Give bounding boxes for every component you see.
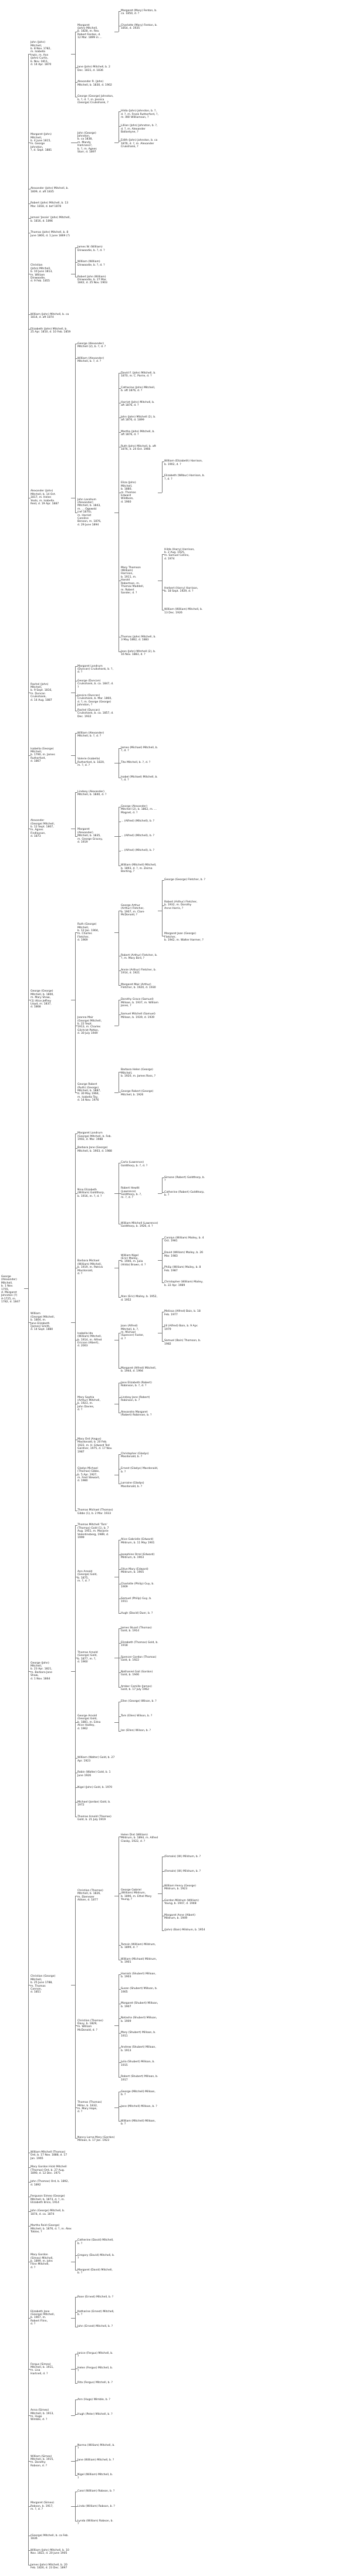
bracket-line: [75, 2492, 76, 2521]
person-node: Norma (William) Mitchell, b. ?: [77, 2443, 115, 2451]
person-node: Robert John (William) Dinwoodie, b. 27 Mar. 1842, d. 25 Nov. 1903: [77, 275, 107, 285]
person-node: Hamish (Shubert) Milloan, b. 1903: [121, 1973, 156, 1979]
person-node: Lindsey (Alexander) Mitchell, b. 1840, d. ?: [77, 790, 107, 797]
person-node: Alexander R. (John) Mitchell, b. 1830, d. 1902: [77, 80, 112, 87]
person-node: John Landrum (Alexander) Mitchell, b. 1843, m. ... Ogowski (ref 1870), m. Harriet Caroline Benson, m. 1876, d. 29 June 1894: [77, 498, 102, 527]
person-node: Thomas Arnold (George) Gold, b. 1877, m. ?, d. 1960: [77, 1651, 98, 1664]
connector-line: [158, 1193, 162, 1194]
connector-line: [71, 1322, 75, 1323]
person-node: George Robert (Ruth) (George) Mitchell, b. 1887, d. 30 May 1964, m. Isabella Toy, d. 14 Nov. 1976: [77, 1083, 101, 1102]
bracket-line: [28, 54, 29, 2565]
person-node: Christopher (William) Mailey, b. 22 Apr. 1989: [164, 1281, 204, 1287]
bracket-line: [75, 733, 76, 762]
person-node: ... (Alfred) (Mitchell), b. ?: [121, 834, 155, 838]
person-node: Martha (John) Mitchell, b. aft 1876, d. ?: [121, 430, 155, 437]
person-node: Margaret Landrum (George) Mitchell, b. Feb. 1902, d. Mar. 1988: [77, 1132, 111, 1142]
person-node: Gregory (David) Mitchell, b. ?: [77, 2253, 115, 2260]
person-node: George Gabriel (William) Mildrum, b. 1896, m. Ethel Mary Young, ?: [121, 1888, 152, 1902]
person-node: Alice Gabrielle (Edward) Mildrum, b. 11 May 1901: [121, 1538, 155, 1545]
person-node: Barbara Jane (George) Mitchell, b. 1903, d. 1988: [77, 1146, 112, 1153]
bracket-line: [162, 1238, 163, 1282]
person-node: George (George) Mitchell, b. 1800, m. Mary Shaw, (1) Alice Jeffrey Lloyd, m. 1837, d. 1868: [31, 990, 54, 1009]
bracket-line: [75, 2354, 76, 2383]
person-node: Mary Ord (Angus) Macdonald, b. 20 Feb. 1922, m. H. Edward Ted Gardner, 1975, d. 17 Nov. 1987: [77, 1437, 113, 1454]
person-node: Robert Hewitt (Lawrence) Goldthorp, b. ?, m. ?, d. ?: [121, 1187, 142, 1200]
connector-line: [158, 1260, 162, 1261]
bracket-line: [75, 32, 76, 97]
person-node: Thomas Arnold (Thomas) Gold, b. 21 July 1919: [77, 1815, 111, 1822]
connector-line: [71, 2318, 75, 2319]
person-node: Carol (William) Robson, b. ?: [77, 2490, 115, 2493]
person-node: Hilda (John) Johnston, b. ?, d. ?, m. Frank Rutherford, ?, m. Will Williamson, ?: [121, 110, 158, 120]
person-node: George (Mitchell) Milloan, b. ?: [121, 2090, 155, 2096]
person-node: Rachel (John) Mitchell, b. 9 Sept. 1816, m. Duncan Cruikshank, d. 14 Aug. 1887: [31, 683, 52, 702]
person-node: Rose (Ernest) Mitchell, b. ?: [77, 2295, 114, 2299]
person-node: Margaret (Simeo) Robson, b. 1917, m. ?, d. ?: [31, 2502, 55, 2511]
person-node: Elizabeth (Wilbur) Harrison, b. ?, d. ?: [164, 474, 205, 481]
person-node: Barbara Helen (George) Mitchell, b. 1920, m. James Ross, ?: [121, 1068, 156, 1078]
person-node: Christian (Thomas) Mitchell, b. 1826, m. Ebenezer Aitken, d. 1877: [77, 1889, 103, 1902]
person-node: Ferguson Simeo (George) Mitchell, b. 1873, d. ?, m. Elizabeth Brice, 1914: [31, 2195, 65, 2205]
person-node: Ian (Ellen) Wilson, b. ?: [121, 1729, 151, 1733]
person-node: Tom (Ellen) Wilson, b. ?: [121, 1715, 153, 1718]
person-node: George Arthur (Arthur) Fletcher, b. 1907, m. Clare McDonald, ?: [121, 904, 144, 917]
person-node: Philip (William) Mailey, b. 8 Feb. 1987: [164, 1266, 201, 1272]
person-node: George Robert (George) Mitchell, b. 1926: [121, 1090, 154, 1097]
person-node: James W. (William) Dinwoodie, b. ?, d. ?: [77, 246, 105, 252]
person-node: William (Alexander) Mitchell, b. ?, d. ?: [77, 731, 104, 738]
person-node: William (William) Dinwoodie, b. ?, d. ?: [77, 260, 105, 267]
person-node: Ellen (George) Wilson, b. ?: [121, 1700, 157, 1703]
connector-line: [71, 2506, 75, 2507]
person-node: Harriet (John) Mitchell, b. aft 1876, d. ?: [121, 401, 155, 408]
person-node: Catherine (Robert) Goldthorp, b. ?: [164, 1190, 205, 1197]
connector-line: [71, 2415, 75, 2416]
person-node: Alexandra Margaret (Robert) Robinson, b. ?: [121, 1410, 152, 1417]
person-node: William (George) Mitchell, b. 1804, m. Jane Elizabeth (James) Smith, d. 14 Sept. 1880: [31, 1312, 55, 1332]
person-node: Jessica (Duncan) Cruikshank, b. Mar. 1860, d. ?, m. George (George) Johnston, ?: [77, 694, 112, 707]
person-node: John (John) Mitchell (2), b. aft 1876, d. 1899: [121, 415, 156, 422]
person-node: Joan (Alfred) Mitchell, b. ?, m. Michael (Spencer) Foster, d. ?: [121, 1325, 144, 1340]
person-node: Charlotte (Mary) Fenton, b. 1854, d. 1935: [121, 23, 158, 30]
person-node: Lorraine (Gladys) Macdonald, b. ?: [121, 1482, 144, 1488]
person-node: Robert (John) Mitchell, b. 13 Mar. 1818, d. bef 1878: [31, 202, 69, 208]
person-node: Carolyn (William) Mailey, b. 4 Oct. 1981: [164, 1237, 204, 1243]
person-node: Michael (Jordan) Gold, b. 1972: [77, 1800, 111, 1807]
person-node: Gordon Mildrum (William) Young, b. 1947, d. 1948: [164, 1899, 199, 1906]
person-node: Margaret Anne (Albert) Mildrum, b. 1949: [164, 1913, 195, 1920]
person-node: William (Mitchell) Mitchell, b. 1893, d. ?, m. Zeima Banting, ?: [121, 864, 157, 874]
person-node: David (William) Mailey, b. 26 Mar. 1983: [164, 1251, 204, 1258]
person-node: Martha Reid (George) Mitchell, b. 1876, d. ?, m. Alex Tobias, ?: [31, 2224, 72, 2234]
person-node: Alexander (John) Mitchell, b. 1809, d. aft 1835: [31, 187, 69, 194]
person-node: Elizabeth (John) Mitchell, b. 25 Apr. 1810, d. 10 Feb. 1859: [31, 327, 71, 334]
person-node: Nathaniel Gail (Gordon) Gold, b. 1946: [121, 1671, 153, 1677]
person-node: Margaret (Mary) Fenton, b. ca. 1850, d. ?: [121, 9, 157, 16]
person-node: Thomas Mitchell 'Tom' (Thomas) Gold (1), b. 7 Aug. 1951, m. Marjorie Valentinsberg, 1989, d. 1999: [77, 1523, 109, 1540]
person-node: Valerie (Isabella) Rutherford, b. 1820, m. ?, d. ?: [77, 758, 105, 768]
person-node: Carla (Lawrence) Goldthorp, b. ?, d. ?: [121, 1161, 148, 1167]
person-node: Hugh (Peter) Mitchell, b. ?: [77, 2412, 113, 2416]
person-node: Elizabeth Jane (George) Mitchell, b. 1907, m. Robert Flinn, d. ?: [31, 2310, 55, 2326]
person-node: George (George) Fletcher, b. ?: [164, 878, 205, 882]
person-node: Spencer Gordon (Thomas) Gold, b. 1922: [121, 1655, 157, 1662]
connector-line: [71, 755, 75, 756]
person-node: Isabel (Michael) Mitchell, b. ?, d. ?: [121, 775, 158, 782]
bracket-line: [75, 666, 76, 710]
person-node: Melissa (Alfred) Bain, b. 18 Feb. 1977: [164, 1310, 201, 1316]
person-node: John (Ernest) Mitchell, b. ?: [77, 2324, 113, 2328]
person-node: Ann Arnold (George) Gold, b. 1875, m. ?, d. ?: [77, 1570, 97, 1583]
person-node: Tito Mitchell, b. ?, d. ?: [121, 761, 151, 764]
person-node: William Nigel (Eric) Mailey, b. 1946, m. Julia (Hilda) Brown, d. ?: [121, 1254, 146, 1267]
person-node: John (George) Mitchell, b. 1874, d. ca. 1874: [31, 2210, 65, 2216]
person-node: Dorothy Grace (Samuel) Milloan, b. 1937, m. William Jones, ?: [121, 998, 158, 1007]
person-node: Natasha (Shubert) Milloan, b. 1909: [121, 2017, 157, 2023]
person-node: (George) Mitchell, b. ca Feb. 1836: [31, 2534, 69, 2541]
person-node: Samuel (Bain) Thomson, b. 1982: [164, 1339, 201, 1346]
person-node: Mary Thomson (William) Harrison, b. 1911, m. Harold Robertson, m. Thomas Maddell, m. Robert Sander, d. ?: [121, 566, 144, 595]
person-node: Jane (John) Mitchell, b. 2 Dec. 1831, d. 1836: [77, 66, 110, 72]
person-node: (John) (Bain) Mildrum, b. 1954: [164, 1928, 205, 1932]
person-node: Margaret (Shubert) Milloan, b. 1907: [121, 2002, 158, 2008]
person-node: Eliza (John) Mitchell, b. 1880, m. Thomas Edward Wildbore, d. 1960: [121, 481, 136, 504]
person-node: Mary Sophia (Arthur) Mitchell, b. 1923, m. John Davies, d. ?: [77, 1396, 100, 1412]
bracket-line: [75, 344, 76, 513]
person-node: Rachel (Duncan) Cruikshank, b. ca. 1857, d. Dec. 1932: [77, 708, 114, 718]
person-node: Lindsay Jane (Robert) Robinson, b. ?: [121, 1396, 150, 1403]
person-node: Helen (Fergus) Mitchell, b. ?: [77, 2367, 113, 2373]
bracket-line: [75, 142, 76, 143]
person-node: John (Thomas) Ord, b. 1892, d. 1892: [31, 2180, 69, 2187]
person-node: Linda (William) Robson, b. ?: [77, 2504, 115, 2508]
person-node: Alexander (John) Mitchell, b. 14 Oct. 1817, m. Helen Yeats, m. Isabella Reid, d. 19 Apr. 1887: [31, 490, 59, 505]
person-node: Olive Mary (Edward) Mildrum, b. 1905: [121, 1567, 148, 1574]
person-node: Jemsel 'Jessie' (John) Mitchell, b. 1816, d. 1896: [31, 216, 71, 223]
person-node: George (George) Johnston, b. ?, d. ?, m. Jessica (George) Cruikshank, ?: [77, 95, 114, 105]
person-node: Annie (Arthur) Fletcher, b. 1914, d. 1921: [121, 969, 157, 975]
person-node: Tamsin (William) Mildrum, b. 1899, d. ?: [121, 1943, 156, 1950]
person-node: William (Simeo) Mitchell, b. 1915, m. Dorothy Robson, d. ?: [31, 2455, 54, 2468]
person-node: ... (Alfred) (Mitchell), b. ?: [121, 820, 155, 823]
person-node: Thomas (John) Mitchell, b. 8 June 1800, d. 1 June 1869 (?): [31, 231, 70, 237]
bracket-line: [162, 554, 163, 610]
person-node: Margaret Mair (Arthur) Fletcher, b. 1920, d. 1930: [121, 983, 156, 990]
person-node: Herbert (Harry) Harrison, b. 18 Sept. 1929, d. ?: [164, 586, 198, 593]
person-node: William (Walter) Gold, b. 27 Apr. 1923: [77, 1756, 115, 1763]
person-node: Robert (Shubert) Milloan, b. 1917: [121, 2075, 158, 2082]
connector-line: [158, 1893, 162, 1894]
connector-line: [114, 1722, 119, 1723]
person-node: ... (Alfred) (Mitchell), b. ?: [121, 849, 155, 853]
person-node: Julia (Shubert) Milloan, b. 1915: [121, 2061, 155, 2067]
connector-line: [114, 836, 119, 837]
person-node: Alexander (George) Mitchell, b. 12 Sept. 1807, m. Agnes Findlayson, d. 1873: [31, 819, 55, 839]
person-node: Samuel Mitchell (Samuel) Milloan, b. 1939, d. 1939: [121, 1013, 155, 1019]
bracket-line: [162, 880, 163, 936]
person-node: Robin (Walter) Gold, b. 1 June 1926: [77, 1771, 111, 1777]
person-node: Barbara Michael (William) Mitchell, b. 1919, m. Patrick Macdonald, d. ?: [77, 1260, 103, 1275]
person-node: William (Elizabeth) Harrison, b. 1902, d. ?: [164, 460, 203, 466]
connector-line: [71, 54, 75, 55]
person-node: Robert (Arthur) Fletcher, b. 1932, m. Dorothy Anne Harris, ?: [164, 900, 198, 910]
person-node: Christian (John) Mitchell, b. 10 June 1813, m. William Dinwoodie, d. 9 Feb. 1855: [31, 264, 53, 283]
person-node: Helen Dixt (William) Mildrum, b. 1894, m. Alfred Clasby, 1922, d. ?: [121, 1833, 158, 1843]
bracket-line: [75, 1133, 76, 1511]
bracket-line: [75, 247, 76, 277]
person-node: Margaret Joan (George) Fletcher, b. 1942, m. Walter Harmer, ?: [164, 932, 204, 942]
bracket-line: [75, 932, 76, 1092]
connector-line: [71, 1671, 75, 1672]
person-node: Lynda (William) Robson, b. ?: [77, 2519, 113, 2526]
person-node: Nigel (William) Mitchell, b. ?: [77, 2473, 113, 2480]
person-node: (Female) (W.) Mildrum, b. ?: [164, 1855, 201, 1858]
person-node: Janice (Fergus) Mitchell, b. ?: [77, 2352, 113, 2358]
person-node: William (Michael) Mildrum, b. 1901: [121, 1958, 157, 1964]
connector-line: [71, 2369, 75, 2370]
person-node: William Mitchell (Lawrence) Goldthorp, b. 1926, d. ?: [121, 1221, 158, 1228]
person-node: Catharine (John) Mitchell, b. aft 1876, d. ?: [121, 386, 155, 393]
bracket-line: [75, 2399, 76, 2415]
person-node: Catherine (David) Mitchell, b. ?: [77, 2239, 114, 2245]
bracket-line: [75, 1525, 76, 1817]
person-node: Margaret (Alexander) Mitchell, b. 1835, m. George Gracey, d. 1919: [77, 828, 103, 844]
person-node: Fergus (Simeo) Mitchell, b. 1911, m. Lisa Hartnell, d. ?: [31, 2363, 54, 2375]
person-node: Isabella Ida (William) Mitchell, b. 1914, m. Alfred Ericson (Albert), d. 2003: [77, 1332, 102, 1348]
bracket-line: [75, 2241, 76, 2270]
person-node: Robert (Arthur) Fletcher, b. ?, m. Mary Bird, ?: [121, 953, 158, 961]
connector-line: [71, 2461, 75, 2462]
person-node: Amber Camille (James) Gold, b. 17 July 1962: [121, 1685, 152, 1692]
person-node: Jane Elizabeth (Robert) Robinson, b. ?, d. ?: [121, 1381, 152, 1388]
person-node: Alan (Eric) Mailey, b. 1952, d. 1952: [121, 1295, 158, 1302]
connector-line: [114, 2107, 119, 2108]
person-node: William (Mitchell) Milloan, b. ?: [121, 2119, 155, 2126]
person-node: William (John) Mitchell, b. 10 Nov. 1822, d. 20 June 1905: [31, 2548, 69, 2555]
bracket-line: [162, 461, 163, 493]
person-node: George (Alexander) Mitchell (2), b. ?, d. ?: [77, 342, 106, 349]
person-node: Joanna Mair (George) Mitchell, b. 22 Sept. 1913, m. Charles Gilchrist Patton, d. 30 July 1949: [77, 1016, 102, 1036]
person-node: Rita (Fergus) Mitchell, b. ?: [77, 2381, 113, 2385]
bracket-line: [75, 2446, 76, 2475]
person-node: Margaret (Alfred) Mitchell, b. 1944, d. 1994: [121, 1366, 157, 1373]
person-node: James (Michael) Mitchell, b. ?, d. ?: [121, 746, 158, 753]
person-node: Lillian (John) Johnston, b. ?, d. ?, m. Alexander Ballantyne, ?: [121, 124, 158, 134]
person-node: John (John) Mitchell, b. 8 Nov. 1782, m. Isabella Irwin, m. Ann (John) Curtis, b. Nov. 1811, d. 14 Apr. 1870: [31, 41, 52, 66]
person-node: Ruth (George) Mitchell, b. 12 Jan. 1904, m. Charles Fletcher, d. 1969: [77, 923, 99, 942]
bracket-line: [75, 1896, 76, 2138]
person-node: Hilda (Harry) Harrison, b. 2 Aug. 1925, m. Samuel Collins, d. 1974: [164, 548, 195, 561]
person-node: William (William) Mitchell, b. 13 Dec. 1926: [164, 608, 203, 615]
person-node: Gladys Michael (Thomas) Gibbs, b. 5 Apr. 1927, m. Fred Stewart, d. 1980: [77, 1467, 100, 1483]
person-node: Susan (Shubert) Milloan, b. 1905: [121, 1987, 158, 1994]
person-node: Thomas Michael (Thomas) Gibbs (1), b. 2 Mar. 1933: [77, 1509, 113, 1515]
connector-line: [71, 142, 75, 143]
person-node: Christopher (Gladys) Macdonald, b. ?: [121, 1452, 149, 1459]
person-node: Thomas (Thomas) Millar, b. 1832, m. Mary Hope, d. ?: [77, 2101, 102, 2114]
connector-line: [71, 1985, 75, 1986]
person-node: William Mitchell (Thomas) Ord, b. 17 Nov. 1888, d. 17 Jan. 1965: [31, 2151, 67, 2160]
person-node: Margaret (John) Mitchell, b. 4 June 1815, m. George Johnston, ?, d. Sept. 1881: [31, 133, 52, 152]
root-person: George (Alexander) Mitchell, b. 1 Nov. 1755, d. Margaret Johnston (?) A-1725, m. 1782, d. 1847: [1, 1275, 21, 1304]
person-node: Nancy Lorna Mary (Gordon) Milloan, b. 17 Jan. 1923: [77, 2136, 115, 2143]
person-node: Isabella (George) Mitchell, b. 1790, m. James Rutherford, d. 1867: [31, 747, 55, 763]
person-node: Charlotte (Philip) Guy, b. 1909: [121, 1582, 154, 1589]
person-node: Margaret (John) Mitchell, b. 1828, m. Rev. Robert Fenton, d. 12 Mar. 1899 in ...: [77, 23, 102, 40]
connector-line: [114, 142, 119, 143]
person-node: Edith (John) Johnston, b. ca 1876, d. ?, m. Alexander Crukshank, ?: [121, 139, 158, 149]
person-node: Mary (Shubert) Milloan, b. 1911: [121, 2031, 156, 2038]
person-node: Simone (Robert) Goldthorp, b. ?: [164, 1176, 205, 1182]
person-node: (Female) (W.) Mildrum, b. ?: [164, 1869, 201, 1873]
person-node: James Stuart (Thomas) Gold, b. 1914: [121, 1626, 152, 1633]
person-node: Andrew (Shubert) Milloan, b. 1913: [121, 2046, 156, 2052]
person-node: James (John) Mitchell, b. 20 Feb. 1826, d. 23 Dec. 1897: [31, 2563, 67, 2570]
person-node: Margaret Landrum (Duncan) Cruikshank, b. ?, d. ?: [77, 664, 113, 674]
connector-line: [114, 1193, 119, 1194]
person-node: Margaret (David) Mitchell, b. ?: [77, 2268, 113, 2275]
person-node: George (Alexander) Mitchell (2), b. 1862, m. ... Magnet, d. ?: [121, 805, 157, 814]
person-node: Jill (Alfred) Bain, b. 9 Apr. 1979: [164, 1325, 198, 1331]
person-node: Hugh (David) Duer, b. ?: [121, 1611, 153, 1615]
person-node: George (Duncan) Cruikshank, b. ca. 1847, d. ?: [77, 679, 114, 689]
person-node: John (George) Johnston, b. ca 1838, m. Mandy Harkness?, b. ?, m. Agnes Starr, d. 1897: [77, 131, 97, 154]
connector-line: [24, 1288, 28, 1289]
person-node: Nina Elizabeth (William) Goldthorp, b. 1916, m. ?, d. ?: [77, 1188, 105, 1198]
person-node: Ruth (John) Mitchell, b. aft 1876, d. 24 Oct. 1966: [121, 445, 156, 452]
bracket-line: [162, 1312, 163, 1341]
person-node: Elizabeth (Thomas) Gold, b. 1918: [121, 1641, 158, 1648]
person-node: Jean (John) Mitchell (2), b. 16 Nov. 1883, d. ?: [121, 650, 156, 656]
person-node: Katharine (Ernest) Mitchell, b. ?: [77, 2310, 114, 2317]
person-node: Nigel (John) Gold, b. 1970: [77, 1786, 113, 1789]
person-node: Anna (Simeo) Mitchell, b. 1913, m. Hugo Wimble, d. ?: [31, 2409, 54, 2422]
person-node: Josephine Orrel (Edward) Mildrum, b. 1903: [121, 1553, 155, 1559]
person-node: George Arnold (George) Gold, b. 1881, m. Edna Alice Hadley, d. 1962: [77, 1714, 101, 1730]
bracket-line: [75, 792, 76, 836]
person-node: Thomas (John) Mitchell, b. 3 May 1882, d. 1883: [121, 635, 156, 642]
person-node: Christian (George) Mitchell, b. 25 June 1788, m. Thomas Cannon, d. 1851: [31, 1975, 56, 1994]
connector-line: [114, 932, 119, 933]
person-node: Mary Gordon (Simeo) Mitchell, b. 1899, m. John Flinn Mitchell, d. ?: [31, 2253, 53, 2269]
person-node: George (John) Mitchell, b. 23 Apr. 1821, m. Barbara Jane Shaw, d. 1 Nov. 1864: [31, 1661, 53, 1681]
bracket-line: [75, 2297, 76, 2326]
person-node: William Henry (George) Mildrum, b. 1923: [164, 1884, 196, 1891]
person-node: Ernest (Gladys) Macdonald, b. ?: [121, 1467, 158, 1474]
connector-line: [114, 2025, 119, 2026]
person-node: William (Alexander) Mitchell, b. ?, d. ?: [77, 357, 104, 364]
person-node: Christian (Thomas) Davy, b. 1829, m. William McDonald, d. ?: [77, 2019, 103, 2032]
bracket-line: [162, 1177, 163, 1193]
person-node: William (John) Mitchell, b. ca 1814, d. aft 1874: [31, 313, 69, 319]
bracket-line: [162, 1857, 163, 1930]
person-node: Jane (Mitchell) Milloan, b. ?: [121, 2105, 157, 2108]
person-node: David F. (John) Mitchell, b. 1870, m. C. Parrie, d. ?: [121, 371, 156, 378]
person-node: Jane (William) Mitchell, b. ?: [77, 2459, 114, 2462]
connector-line: [114, 1092, 119, 1093]
person-node: Ann (Hugo) Wimble, b. ?: [77, 2398, 110, 2401]
person-node: Mary Gordon Hickl Mitchell (Thomas) Ord, b. 27 Aug. 1890, d. 12 Dec. 1971: [31, 2166, 67, 2175]
person-node: Samuel (Philip) Guy, b. 1911: [121, 1597, 152, 1604]
